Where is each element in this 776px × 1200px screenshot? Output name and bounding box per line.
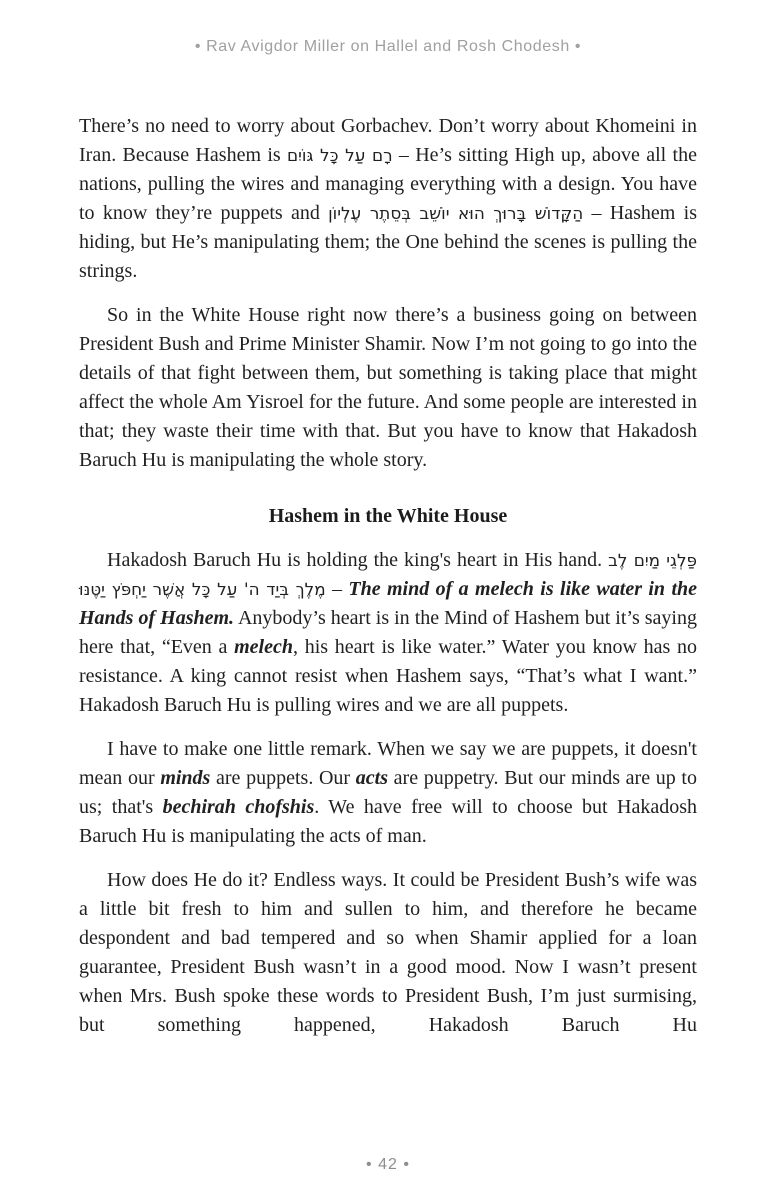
section-heading: Hashem in the White House [268,505,508,527]
text-segment: I have to make one little remark. When we say we are puppets, it doesn't mean our [79,738,697,789]
page-number: • 42 • [366,1156,410,1173]
hebrew-phrase: הַקָּדוֹשׁ בָּרוּךְ הוּא יוֹשֵׁב בְּסֵתֶר עֶלְיוֹן [328,203,584,223]
text-segment: are puppets. Our [210,767,356,789]
text-segment: How does He do it? Endless ways. It could be President Bush’s wife was a little bit fresh to him and sullen to him, and therefore he became despondent and bad tempered and so when Shamir applied for a loan guarantee, President Bush wasn’t in a good mood. Now I wasn’t present when Mrs. Bush spoke these words to President Bush, I’m just surmising, but something happened, Hakadosh Baruch Hu [79,869,697,1036]
paragraph [79,301,697,475]
text-segment: There’s no need to worry about Gorbachev. Don’t worry about Khomeini in Iran. Because Hashem is [79,115,697,166]
running-header: • Rav Avigdor Miller on Hallel and Rosh Chodesh • [194,38,582,55]
paragraph [79,735,697,851]
text-segment: The mind of a melech is like water in the Hands of Hashem. [79,578,697,629]
paragraph [79,112,697,286]
hebrew-phrase: פַּלְגֵי מַיִם לֶב מֶלֶךְ בְּיַד ה' עַל כָּל אֲשֶׁר יַחְפֹּץ יַטֶּנּוּ [79,550,697,599]
text-segment: bechirah chofshis [162,796,315,818]
text-block [79,112,697,1040]
text-segment: acts [355,767,388,789]
text-segment: , his heart is like water.” Water you know has no resistance. A king cannot resist when Hashem says, “That’s what I want.” Hakadosh Baruch Hu is pulling wires and we are all puppets. [79,636,697,716]
text-segment: . We have free will to choose but Hakadosh Baruch Hu is manipulating the acts of man. [79,796,697,847]
text-segment: are puppetry. But our minds are up to us; that's [79,767,697,818]
text-segment: – Hashem is hiding, but He’s manipulating them; the One behind the scenes is pulling the strings. [79,202,697,282]
text-segment: minds [160,767,211,789]
text-segment: – He’s sitting High up, above all the nations, pulling the wires and managing everything with a design. You have to know they’re puppets and [79,144,697,224]
paragraph [79,866,697,1040]
text-segment: Anybody’s heart is in the Mind of Hashem but it’s saying here that, “Even a [79,607,697,658]
text-segment: Hakadosh Baruch Hu is holding the king's heart in His hand. [107,549,609,571]
text-segment: – [325,578,349,600]
text-segment: melech [234,636,293,658]
hebrew-phrase: רָם עַל כָּל גּוֹיִם [287,145,393,165]
text-segment: So in the White House right now there’s a business going on between President Bush and Prime Minister Shamir. Now I’m not going to go into the details of that fight between them, but something is taking place that might affect the whole Am Yisroel for the future. And some people are interested in that; they waste their time with that. But you have to know that Hakadosh Baruch Hu is manipulating the whole story. [79,304,697,471]
paragraph [79,546,697,720]
